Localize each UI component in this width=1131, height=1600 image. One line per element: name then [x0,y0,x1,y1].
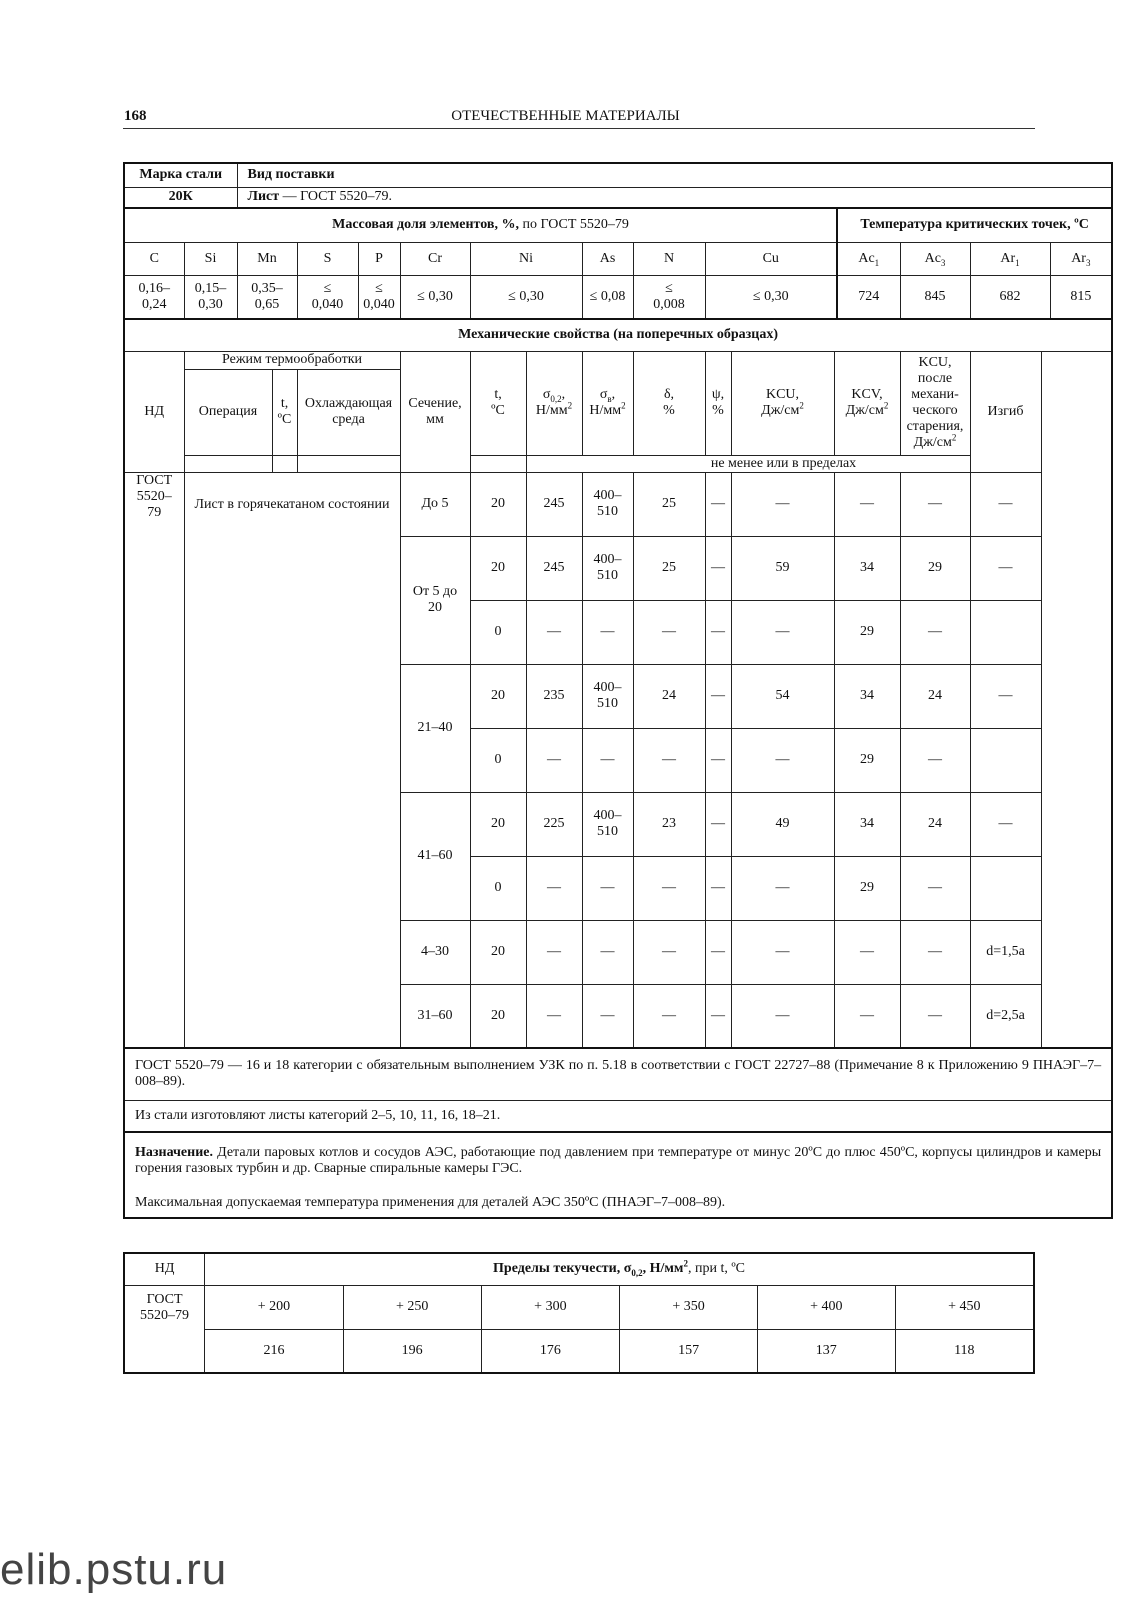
note-uzk: ГОСТ 5520–79 — 16 и 18 категории с обязательным выполнением УЗК по п. 5.18 в соответствии с ГОСТ 22727–88 (Примечание 8 к Приложению 9 ПНАЭГ–7–008–89). [124,1048,1112,1100]
mech-header-cooling: Охлаждающая среда [297,369,400,455]
mech-header-sigmab: $\sigma_в$, $Н/мм^2$ [582,351,633,455]
supply-label: Вид поставки [237,163,1112,187]
mech-cell-empty [970,856,1041,920]
mech-cell: — [731,472,834,536]
mech-cell: — [705,472,731,536]
critical-value: 845 [900,275,970,319]
supply-standard: — ГОСТ 5520–79. [279,189,393,205]
mech-cell: 24 [900,792,970,856]
mech-section: До 5 [400,472,470,536]
mech-cell: — [633,920,705,984]
mech-cell: 34 [834,664,900,728]
mech-cell: 20 [470,664,526,728]
mech-cell: — [705,920,731,984]
note-categories: Из стали изготовляют листы категорий 2–5, 10, 11, 16, 18–21. [124,1100,1112,1132]
mech-cell: 20 [470,984,526,1048]
mech-cell: — [900,920,970,984]
mech-cell-empty [970,600,1041,664]
mech-cell: 400–510 [582,792,633,856]
mech-header-kcv: KCV, $Дж/см^2$ [834,351,900,455]
mech-header-regime: Режим термообработки [184,351,400,369]
supply-value [237,187,1112,208]
mech-header-operation-cont [184,455,272,472]
mech-header-test-t-cont [470,455,526,472]
mech-cell: — [834,920,900,984]
mech-cell-empty [970,728,1041,792]
mech-section: 21–40 [400,664,470,792]
mech-cell: — [705,728,731,792]
mech-header-min: не менее или в пределах [526,455,1041,472]
mech-cell: d=1,5a [970,920,1041,984]
element-name: S [297,242,358,275]
mech-cell: 0 [470,600,526,664]
mech-cell: — [900,984,970,1048]
yield-temp: + 450 [895,1285,1034,1329]
mech-cell: — [900,600,970,664]
yield-temp: + 250 [343,1285,481,1329]
element-name: Cr [400,242,470,275]
mech-cell: — [834,984,900,1048]
mech-header-t-cont [272,455,297,472]
purpose [124,1132,1112,1218]
yield-temp: + 300 [481,1285,620,1329]
mech-cell: — [900,472,970,536]
mech-cell: 34 [834,792,900,856]
mech-cell: 20 [470,472,526,536]
mech-header-cooling-cont [297,455,400,472]
mech-cell: 24 [900,664,970,728]
grade-label: Марка стали [124,163,237,187]
yield-value: 216 [205,1329,344,1373]
mech-cell: — [633,600,705,664]
page-number: 168 [124,108,147,124]
purpose-label: Назначение. [135,1145,213,1160]
critical-point: $Ar_3$ [1050,242,1112,275]
mech-cell: 29 [834,856,900,920]
element-value: ≤ 0,008 [633,275,705,319]
mech-cell: 20 [470,920,526,984]
mech-cell: — [633,856,705,920]
mech-cell: — [705,856,731,920]
critical-value: 724 [837,275,900,319]
yield-value: 196 [343,1329,481,1373]
mech-cell: 400–510 [582,664,633,728]
steel-datasheet-table [123,162,1113,1219]
critical-point: $Ac_1$ [837,242,900,275]
critical-point: $Ar_1$ [970,242,1050,275]
mech-header-bend: Изгиб [970,351,1041,472]
mech-cell: 20 [470,792,526,856]
composition-title-standard: по ГОСТ 5520–79 [518,217,629,233]
yield-temp: + 400 [757,1285,895,1329]
element-value: ≤ 0,040 [297,275,358,319]
mech-cell: 24 [633,664,705,728]
mech-cell: — [705,792,731,856]
yield-nd: ГОСТ 5520–79 [124,1285,205,1373]
mech-cell: 235 [526,664,582,728]
mech-header-psi: ψ, % [705,351,731,455]
mech-cell: — [526,600,582,664]
mech-cell: 25 [633,536,705,600]
element-name: C [124,242,184,275]
running-title: ОТЕЧЕСТВЕННЫЕ МАТЕРИАЛЫ [451,108,680,124]
mech-cell: — [970,792,1041,856]
mech-section: 4–30 [400,920,470,984]
critical-value: 682 [970,275,1050,319]
element-value: 0,16– 0,24 [124,275,184,319]
element-value: 0,35– 0,65 [237,275,297,319]
mech-header-sigma02: $\sigma_{0,2}$, $Н/мм^2$ [526,351,582,455]
mech-title: Механические свойства (на поперечных образцах) [124,319,1112,351]
yield-value: 137 [757,1329,895,1373]
yield-header-nd: НД [124,1253,205,1285]
mech-section: 31–60 [400,984,470,1048]
mech-cell: 20 [470,536,526,600]
mech-cell: — [705,600,731,664]
mech-header-kcu: KCU, $Дж/см^2$ [731,351,834,455]
mech-cell: — [731,984,834,1048]
element-name: Mn [237,242,297,275]
mech-cell: — [582,600,633,664]
critical-value: 815 [1050,275,1112,319]
mech-cell: 0 [470,728,526,792]
mech-nd: ГОСТ 5520– 79 [124,472,184,1048]
mech-cell: — [582,728,633,792]
element-name: P [358,242,400,275]
purpose-text [135,1145,1101,1177]
mech-cell: 59 [731,536,834,600]
mech-cell: 400–510 [582,472,633,536]
purpose-body: Детали паровых котлов и сосудов АЭС, работающие под давлением при температуре от минус 20ºС до плюс 450ºС, корпусы цилиндров и камеры горения газовых турбин и др. Сварные спиральные камеры ГЭС. [135,1145,1102,1176]
mech-cell: — [731,728,834,792]
element-value: ≤ 0,30 [705,275,837,319]
mech-header-t: t, ºС [272,369,297,455]
yield-value: 157 [620,1329,758,1373]
mech-cell: — [731,600,834,664]
yield-strength-table [123,1252,1035,1374]
mech-header-operation: Операция [184,369,272,455]
mech-cell: — [705,664,731,728]
mech-cell: — [900,856,970,920]
supply-type: Лист [247,189,280,205]
yield-value: 118 [895,1329,1034,1373]
mech-cell: 34 [834,536,900,600]
mech-cell: — [633,728,705,792]
mech-cell: 400–510 [582,536,633,600]
mech-cell: — [633,984,705,1048]
mech-cell: 29 [834,600,900,664]
element-value: ≤ 0,040 [358,275,400,319]
mech-cell: 54 [731,664,834,728]
element-value: ≤ 0,08 [582,275,633,319]
mech-cell: — [834,472,900,536]
element-name: Cu [705,242,837,275]
composition-title [124,208,837,242]
grade-value: 20К [124,187,237,208]
mech-cell: 29 [834,728,900,792]
element-value: ≤ 0,30 [400,275,470,319]
yield-value: 176 [481,1329,620,1373]
composition-title-bold: Массовая доля элементов, %, [332,217,519,233]
element-name: N [633,242,705,275]
element-name: Si [184,242,237,275]
mech-cell: — [582,984,633,1048]
critical-title: Температура критических точек, ºС [837,208,1112,242]
mech-cell: — [970,664,1041,728]
mech-cell: — [900,728,970,792]
critical-point: $Ac_3$ [900,242,970,275]
mech-cell: — [582,920,633,984]
mech-header-nd: НД [124,351,184,472]
mech-header-delta: δ, % [633,351,705,455]
mech-cell: — [582,856,633,920]
mech-cell: — [526,984,582,1048]
mech-cell: — [705,984,731,1048]
mech-cell: 25 [633,472,705,536]
mech-cell: 23 [633,792,705,856]
mech-cell: — [970,536,1041,600]
max-temp-text: Максимальная допускаемая температура применения для деталей АЭС 350ºС (ПНАЭГ–7–008–89). [135,1195,726,1210]
mech-cell: — [526,920,582,984]
mech-cell: 225 [526,792,582,856]
watermark: elib.pstu.ru [0,1545,228,1594]
mech-cell: 245 [526,472,582,536]
mech-cell: 245 [526,536,582,600]
element-value: 0,15– 0,30 [184,275,237,319]
mech-cell: — [526,728,582,792]
mech-operation: Лист в горячекатаном состоянии [184,472,400,1048]
mech-cell: — [731,856,834,920]
mech-cell: — [526,856,582,920]
mech-cell: — [731,920,834,984]
element-value: ≤ 0,30 [470,275,582,319]
yield-temp: + 350 [620,1285,758,1329]
element-name: As [582,242,633,275]
mech-cell: 49 [731,792,834,856]
mech-header-section: Сечение, мм [400,351,470,472]
yield-title: Пределы текучести, $\sigma_{0,2}$, $Н/мм^2$, при t, ºС [205,1253,1034,1285]
mech-cell: 0 [470,856,526,920]
yield-temp: + 200 [205,1285,344,1329]
mech-cell: d=2,5a [970,984,1041,1048]
header-rule [123,128,1035,129]
mech-cell: 29 [900,536,970,600]
mech-section: 41–60 [400,792,470,920]
mech-section: От 5 до 20 [400,536,470,664]
mech-cell: — [970,472,1041,536]
mech-cell: — [705,536,731,600]
element-name: Ni [470,242,582,275]
mech-header-kcu-aged: KCU, после механи- ческого старения, $Дж/см^2$ [900,351,970,455]
mech-header-test-t: t, ºС [470,351,526,455]
